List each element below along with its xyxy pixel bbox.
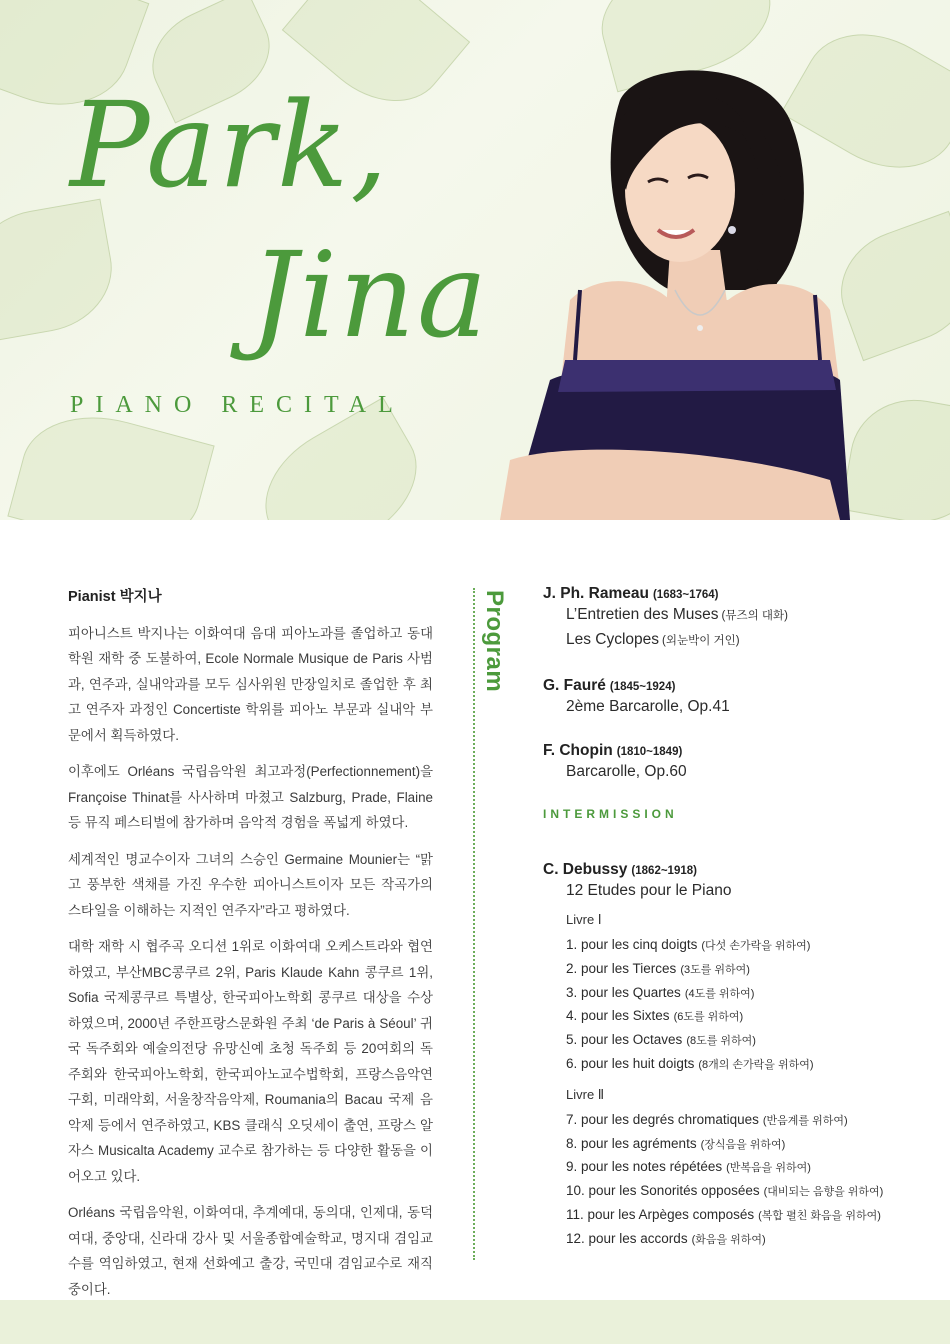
etude-korean: (반복음을 위하여) [726, 1162, 811, 1175]
etude-korean: (8도를 위하여) [686, 1035, 756, 1048]
performer-name-title [70, 70, 489, 370]
etude-title: 4. pour les Sixtes [566, 1008, 670, 1024]
composer-label: F. Chopin [543, 742, 613, 759]
etude-title: 7. pour les degrés chromatiques [566, 1111, 759, 1127]
hero-banner [0, 0, 950, 520]
etude-korean: (대비되는 음향을 위하여) [763, 1186, 884, 1199]
program-label [478, 590, 512, 710]
work-title-text: L’Entretien des Muses [566, 606, 719, 623]
etude-item [566, 982, 923, 1006]
bio-heading: Pianist 박지나 [68, 589, 162, 605]
recital-subtitle: PIANO RECITAL [70, 392, 405, 418]
composer-name [543, 677, 923, 695]
pianist-portrait [470, 60, 890, 520]
etude-item [566, 1228, 923, 1252]
etude-korean: (장식음을 위하여) [700, 1138, 786, 1151]
work-title [566, 760, 923, 783]
etude-item [566, 958, 923, 982]
composer-name [543, 742, 923, 760]
etude-item [566, 1005, 923, 1029]
etude-item [566, 1180, 923, 1204]
livre-1-label: Livre Ⅰ [566, 912, 602, 927]
program-item-rameau [543, 585, 923, 653]
work-korean-title: (뮤즈의 대화) [721, 610, 788, 622]
composer-years: (1845~1924) [609, 681, 676, 693]
column-divider [473, 588, 475, 1260]
composer-name [543, 861, 923, 879]
program-item-chopin [543, 742, 923, 783]
bio-paragraph: 이후에도 Orléans 국립음악원 최고과정(Perfectionnement)을 Françoise Thinat를 사사하며 마쳤고 Salzburg, Prade, Flaine 등 뮤직 페스티벌에 참가하며 음악적 경험을 폭넓게 하였다. [68, 764, 433, 830]
work-title [566, 603, 923, 628]
etude-title: 11. pour les Arpèges composés [566, 1206, 755, 1222]
etude-title: 3. pour les Quartes [566, 984, 681, 1000]
etude-title: 6. pour les huit doigts [566, 1055, 695, 1071]
etude-korean: (8개의 손가락을 위하여) [698, 1058, 814, 1071]
bio-paragraph: Orléans 국립음악원, 이화여대, 추계예대, 동의대, 인제대, 동덕여대, 중앙대, 신라대 강사 및 서울종합예술학교, 명지대 겸임교수를 역임하였고, 현재 선화예고 출강, 국민대 겸임교수로 재직중이다. [68, 1205, 433, 1297]
composer-label: J. Ph. Rameau [543, 585, 649, 602]
etude-item [566, 1053, 923, 1077]
etude-title: 12. pour les accords [566, 1230, 688, 1246]
work-title-text: 2ème Barcarolle, Op.41 [566, 698, 730, 715]
etude-item [566, 1204, 923, 1228]
work-korean-title: (외눈박이 거인) [662, 635, 740, 647]
program-label-text: Program [481, 590, 508, 693]
etude-title: 2. pour les Tierces [566, 960, 677, 976]
composer-years: (1683~1764) [652, 589, 719, 601]
footer-band [0, 1300, 950, 1344]
program-section [543, 585, 923, 1252]
etude-item [566, 1109, 923, 1133]
etude-korean: (반음계를 위하여) [762, 1114, 848, 1127]
composer-years: (1862~1918) [631, 865, 697, 877]
composer-years: (1810~1849) [616, 746, 683, 758]
composer-label: G. Fauré [543, 677, 606, 694]
etude-title: 10. pour les Sonorités opposées [566, 1183, 760, 1199]
etude-korean: (3도를 위하여) [680, 963, 750, 976]
etude-title: 1. pour les cinq doigts [566, 937, 698, 952]
work-title-text: Les Cyclopes [566, 631, 660, 648]
title-line-1: Park, [70, 76, 390, 214]
etude-korean: (다섯 손가락을 위하여) [701, 940, 811, 952]
composer-name [543, 585, 923, 603]
etude-item [566, 1156, 923, 1180]
etude-korean: (복합 펼친 화음을 위하여) [758, 1209, 881, 1222]
work-title [566, 695, 923, 718]
etude-title: 5. pour les Octaves [566, 1032, 683, 1048]
program-item-faure [543, 677, 923, 718]
etude-title: 8. pour les agréments [566, 1135, 697, 1151]
bio-paragraph: 대학 재학 시 협주곡 오디션 1위로 이화여대 오케스트라와 협연하였고, 부산MBC콩쿠르 2위, Paris Klaude Kahn 콩쿠르 1위, Sofia 국제콩쿠르 특별상, 한국피아노학회 콩쿠르 대상을 수상하였으며, 2000년 주한프랑스문화원 주최 ‘de Paris à Séoul’ 귀국 독주회와 예술의전당 유망신예 초청 독주회 등 20여회의 독주회와 한국피아노학회, 한국피아노교수법학회, 프랑스음악연구회, 미래악회, 서울창작음악제, Roumania의 Bacau 국제 음악제 등에서 연주하였고, KBS 클래식 오딧세이 출연, 프랑스 알자스 Musicalta Academy 교수로 참가하는 등 다양한 활동을 이어오고 있다. [68, 939, 433, 1184]
etude-korean: (4도를 위하여) [684, 987, 755, 1000]
etude-item [566, 1133, 923, 1157]
livre-2-label: Livre Ⅱ [566, 1086, 605, 1102]
work-title: 12 Etudes pour le Piano [566, 882, 732, 899]
bio-paragraph: 피아니스트 박지나는 이화여대 음대 피아노과를 졸업하고 동대학원 재학 중 도불하여, Ecole Normale Musique de Paris 사범과, 연주과, 실내악과를 모두 심사위원 만장일치로 졸업한 후 최고 연주자 과정인 Concertiste 학위를 피아노 부문과 실내악 부문에서 획득하였다. [68, 625, 433, 743]
program-item-debussy [543, 861, 923, 1252]
composer-label: C. Debussy [543, 861, 628, 878]
bio-paragraph: 세계적인 명교수이자 그녀의 스승인 Germaine Mounier는 “맑고 풍부한 색채를 가진 우수한 피아니스트이자 모든 작곡가의 스타일을 이해하는 지적인 연주자”라고 평하였다. [68, 851, 433, 918]
etude-title: 9. pour les notes répétées [566, 1159, 723, 1175]
work-title-text: Barcarolle, Op.60 [566, 763, 687, 780]
work-title [566, 628, 923, 653]
etude-item [566, 934, 923, 958]
etude-item [566, 1029, 923, 1053]
etude-korean: (6도를 위하여) [673, 1011, 744, 1024]
bio-section [68, 585, 433, 1313]
title-line-2: Jina [250, 226, 490, 364]
etude-korean: (화음을 위하여) [691, 1233, 766, 1246]
intermission-label: INTERMISSION [543, 807, 678, 821]
